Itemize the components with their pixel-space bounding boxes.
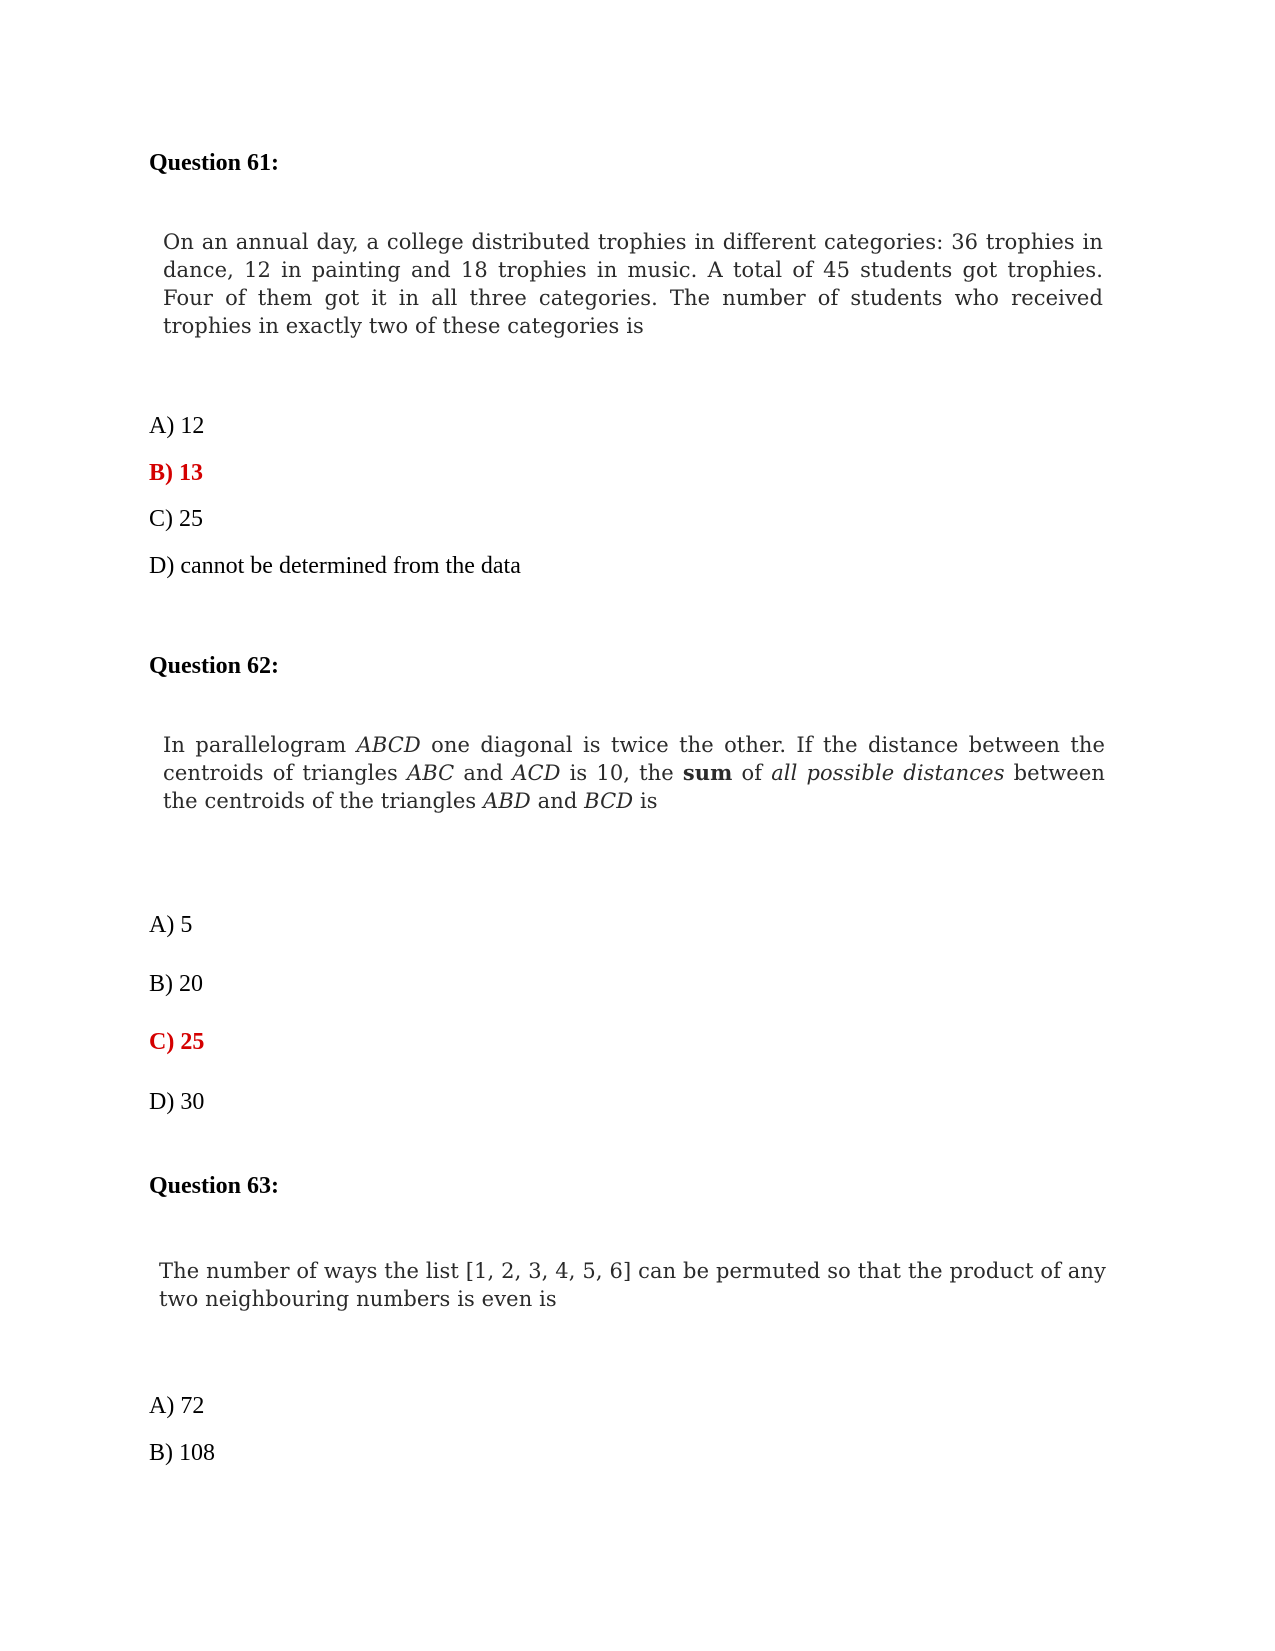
q62-math-acd: ACD — [512, 761, 561, 785]
q62-text-7: and — [530, 789, 585, 813]
question-61-title: Question 61: — [149, 150, 280, 176]
q62-text-8: is — [633, 789, 658, 813]
q62-math-abcd: ABCD — [356, 733, 421, 757]
question-61-option-a: A) 12 — [149, 413, 205, 439]
q62-text-2: one diagonal is twice the other. If the distance between the centroids of triangles — [163, 733, 1106, 785]
question-62-option-a: A) 5 — [149, 912, 193, 938]
question-62-option-c-correct: C) 25 — [149, 1029, 205, 1055]
question-63-body — [159, 1257, 1106, 1313]
q63-text-2: can be permuted so that the product of any two neighbouring numbers is even is — [159, 1259, 1107, 1311]
q62-bold-sum: sum — [682, 760, 733, 785]
question-61-option-c: C) 25 — [149, 506, 203, 532]
q63-math-list: [1, 2, 3, 4, 5, 6] — [465, 1259, 632, 1283]
question-62-option-d: D) 30 — [149, 1089, 205, 1115]
q62-text-6: between the centroids of the triangles — [163, 761, 1105, 813]
q62-math-abd: ABD — [483, 789, 531, 813]
q63-text-1: The number of ways the list — [159, 1259, 466, 1283]
question-61-body: On an annual day, a college distributed trophies in different categories: 36 trophies in dance, 12 in painting and 18 trophies in music. A total of 45 students got trophies. Four of them got it in all three categories. The number of students who received trophies in exactly two of these categories is — [163, 230, 1103, 338]
question-63-title: Question 63: — [149, 1173, 280, 1199]
q62-text-5: of — [732, 761, 772, 785]
q62-text-4: is 10, the — [560, 761, 683, 785]
question-61-option-d: D) cannot be determined from the data — [149, 553, 521, 579]
question-63-option-b: B) 108 — [149, 1440, 215, 1466]
q62-math-bcd: BCD — [584, 789, 634, 813]
q62-math-abc: ABC — [406, 761, 455, 785]
question-62-option-b: B) 20 — [149, 971, 203, 997]
question-61-option-b-correct: B) 13 — [149, 460, 203, 486]
q62-text-1: In parallelogram — [163, 733, 357, 757]
question-63-option-a: A) 72 — [149, 1393, 205, 1419]
question-62-title: Question 62: — [149, 653, 280, 679]
question-62-body — [163, 731, 1105, 815]
q62-italic-phrase: all possible distances — [771, 761, 1005, 785]
q62-text-3: and — [454, 761, 513, 785]
